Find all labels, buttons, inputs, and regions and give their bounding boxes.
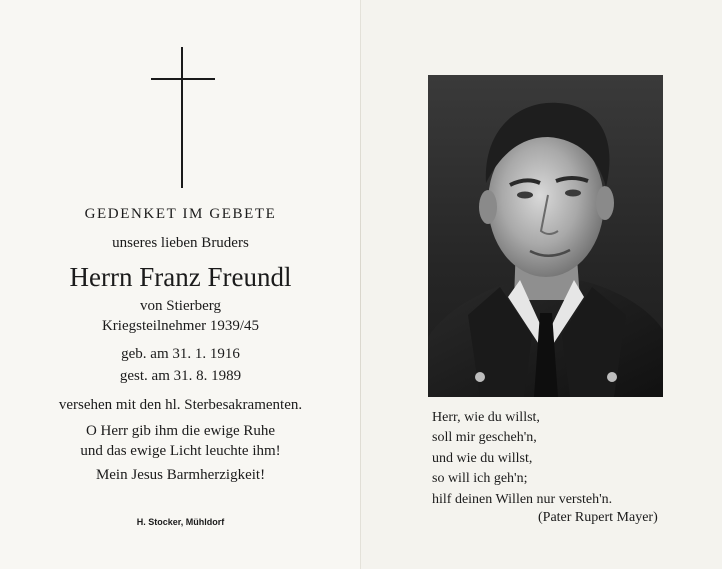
cross-icon-crossbar	[151, 78, 215, 80]
relation-text: unseres lieben Bruders	[112, 235, 249, 251]
birth-date: geb. am 31. 1. 1916	[121, 346, 240, 362]
poem-line: so will ich geh'n;	[432, 471, 528, 487]
poem-line: soll mir gescheh'n,	[432, 430, 537, 446]
prayer-line-2: und das ewige Licht leuchte ihm!	[80, 443, 281, 459]
heading: GEDENKET IM GEBETE	[84, 206, 277, 222]
poem-attribution: (Pater Rupert Mayer)	[538, 510, 658, 525]
poem-line: hilf deinen Willen nur versteh'n.	[432, 491, 613, 507]
origin-text: von Stierberg	[140, 298, 221, 314]
poem-line: und wie du willst,	[432, 450, 533, 466]
deceased-name: Herrn Franz Freundl	[69, 262, 292, 292]
poem	[432, 408, 612, 510]
prayer-line-1: O Herr gib ihm die ewige Ruhe	[85, 423, 276, 439]
sacraments-text: versehen mit den hl. Sterbesakramenten.	[58, 397, 303, 413]
printer-credit: H. Stocker, Mühldorf	[136, 517, 225, 527]
portrait-photo	[428, 75, 663, 397]
death-date: gest. am 31. 8. 1989	[119, 368, 242, 384]
poem-line: Herr, wie du willst,	[432, 410, 540, 425]
prayer-line-3: Mein Jesus Barmherzigkeit!	[95, 467, 266, 483]
veteran-text: Kriegsteilnehmer 1939/45	[101, 318, 260, 334]
cross-icon	[181, 47, 183, 188]
